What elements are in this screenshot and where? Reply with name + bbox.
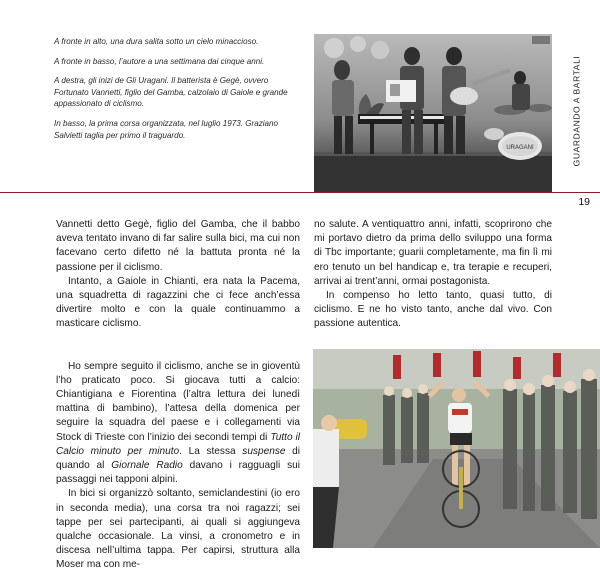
p3-word-suspense: suspense bbox=[242, 445, 286, 457]
right-paragraph-1: no salute. A ventiquattro anni, infatti, scoprirono che mi portavo dietro da prima dello sviluppo una forma di Tbc importante; guarii completamente, ma fin lì mi ero tenuto un bel handicap e, tra terapie e recuperi, arrivai ai trent’anni, ormai postagonista. bbox=[314, 219, 552, 287]
caption-top: A fronte in alto, una dura salita sotto un cielo minaccioso. bbox=[54, 37, 259, 46]
p3-title-giornale-radio: Giornale Radio bbox=[111, 460, 183, 472]
left-paragraph-2: Intanto, a Gaiole in Chianti, era nata la Pacema, una squadretta di ragazzini che ci fece anch’essa divertire molto e con la quale continuammo a masticare ciclismo. bbox=[56, 275, 300, 330]
band-photo bbox=[314, 34, 552, 192]
race-photo bbox=[313, 349, 600, 548]
running-head-text: GUARDANDO A BARTALI bbox=[571, 55, 582, 167]
running-head bbox=[556, 36, 596, 186]
p3-title-tutto-il-calcio: Tutto il Calcio minuto per minuto bbox=[56, 431, 300, 457]
photo-captions bbox=[54, 36, 304, 149]
p3-text-b: . La stessa bbox=[179, 445, 243, 457]
page-number: 19 bbox=[578, 196, 590, 208]
left-paragraph-4: In bici si organizzò soltanto, semiclandestini (io ero in seconda media), una corsa tra noi ragazzi; sei tappe per sei partecipanti, ai quali si aggiungeva qualche occasionale. La vinsi, a cronometro e in discesa nell’ultima tappa. Per capirsi, struttura alla Moser ma con me- bbox=[56, 488, 300, 571]
bass-drum-label: URAGANI bbox=[506, 145, 534, 151]
band-photo-illustration bbox=[314, 34, 552, 192]
left-paragraph-3 bbox=[56, 360, 300, 488]
left-paragraph-1: Vannetti detto Gegè, figlio del Gamba, che il babbo aveva tentato invano di far salire sulla bici, ma cui non facevano certo difetto né la battuta pronta né la passione per il ciclismo. bbox=[56, 219, 300, 273]
right-column bbox=[314, 218, 552, 332]
p3-text-a: Ho sempre seguito il ciclismo, anche se in gioventù l’ho praticato poco. Si giocava tutti a calcio: Chiantigiana e Fiorentina (l’altra lettura dei lunedì mattina di bambino), l’attesa della domenica per seguire la squadra del paese e i collegamenti via Stock di Trieste con l’inizio dei secondi tempi di bbox=[56, 360, 300, 443]
caption-right: A destra, gli inizi de Gli Uragani. Il batterista è Gegè, ovvero Fortunato Vannetti, figlio del Gamba, calzolaio di Gaiole e grande appassionato di ciclismo. bbox=[54, 76, 288, 109]
left-column bbox=[56, 218, 300, 573]
race-photo-illustration bbox=[313, 349, 600, 548]
section-rule bbox=[0, 192, 600, 193]
p3-text-c: di quando al bbox=[56, 445, 300, 472]
right-paragraph-2: In compenso ho letto tanto, quasi tutto, di ciclismo. E ne ho visto tanto, anche dal vivo. Con passione autentica. bbox=[314, 290, 552, 330]
top-section bbox=[0, 0, 600, 192]
caption-bottom: A fronte in basso, l’autore a una settimana dai cinque anni. bbox=[54, 56, 265, 66]
p3-text-d: davano i ragguagli sui passaggi nei tapponi alpini. bbox=[56, 460, 300, 486]
caption-race: In basso, la prima corsa organizzata, nel luglio 1973. Graziano Salvietti taglia per primo il traguardo. bbox=[54, 118, 279, 140]
